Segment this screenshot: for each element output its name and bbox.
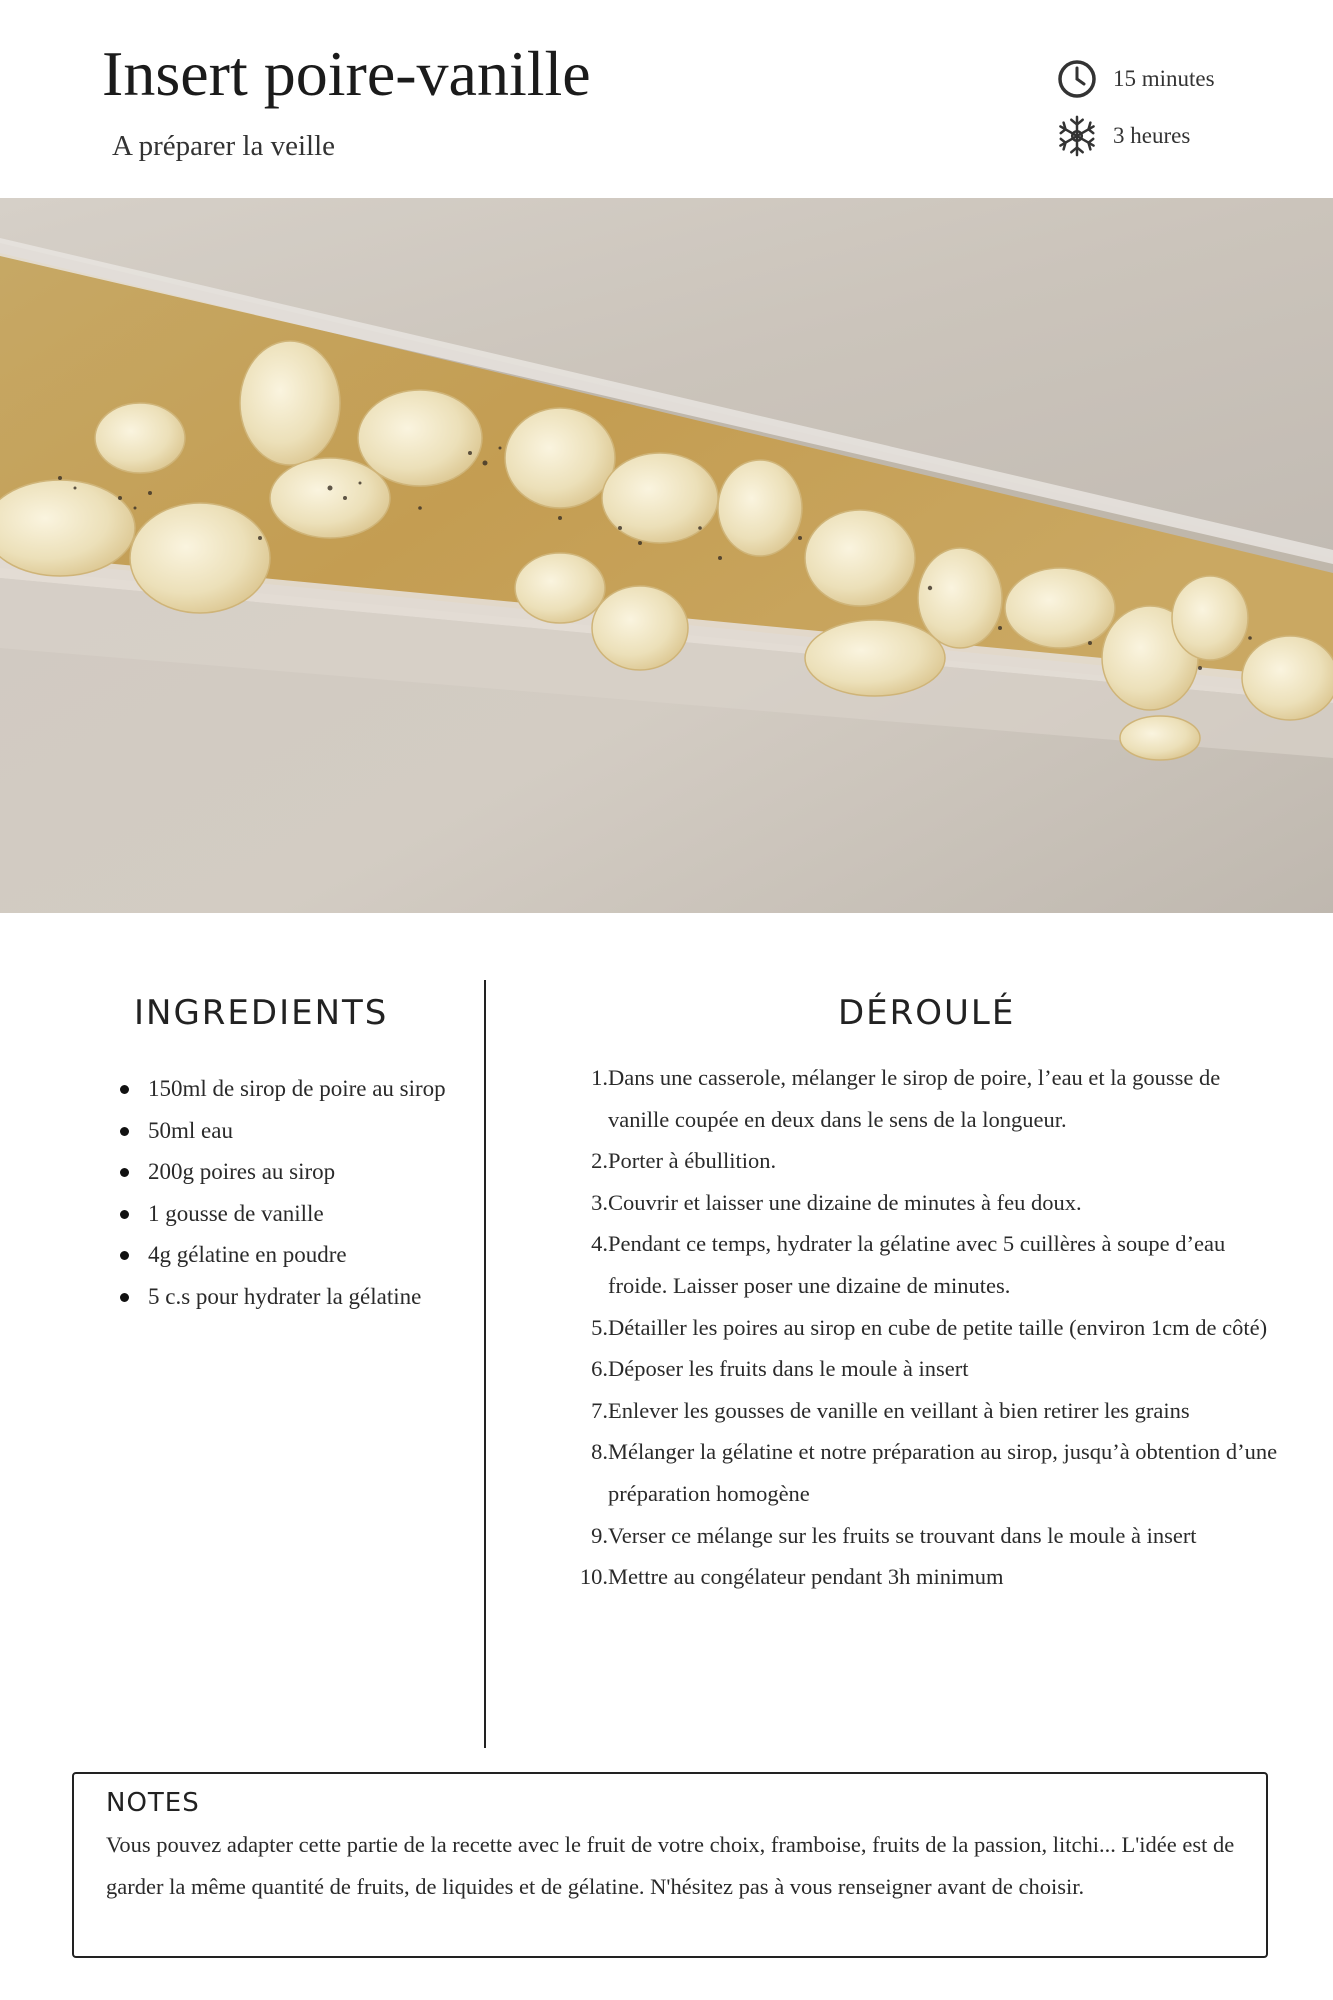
ingredient-item: 150ml de sirop de poire au sirop [112,1068,492,1110]
step-item: 2. Porter à ébullition. [591,1148,777,1174]
step-item: 7. Enlever les gousses de vanille en veillant à bien retirer les grains [591,1397,1190,1423]
bullet-icon [120,1168,129,1177]
step-item: 9. Verser ce mélange sur les fruits se trouvant dans le moule à insert [591,1522,1197,1548]
recipe-photo [0,198,1333,913]
recipe-title: Insert poire-vanille [102,38,591,109]
ingredient-item: 1 gousse de vanille [112,1193,492,1235]
ingredient-item: 5 c.s pour hydrater la gélatine [112,1276,492,1318]
bullet-icon [120,1127,129,1136]
prep-time-label: 15 minutes [1113,66,1215,91]
step-item: 3. Couvrir et laisser une dizaine de minutes à feu doux. [591,1189,1082,1215]
freeze-time-label: 3 heures [1113,123,1191,148]
freeze-time [1055,112,1295,160]
snowflake-icon [1055,114,1099,158]
clock-icon [1055,57,1099,101]
notes-text: Vous pouvez adapter cette partie de la recette avec le fruit de votre choix, framboise, fruits de la passion, litchi... L'idée est de garder la même quantité de fruits, de liquides et de gélatine. N'hésitez pas à vous renseigner avant de choisir. [106,1832,1235,1899]
recipe-meta [1055,55,1295,169]
notes-title: NOTES [106,1788,200,1818]
step-item: 8. Mélanger la gélatine et notre préparation au sirop, jusqu’à obtention d’une préparation homogène [591,1439,1278,1506]
notes-box [72,1772,1268,1958]
bullet-icon [120,1210,129,1219]
step-item: 5. Détailler les poires au sirop en cube de petite taille (environ 1cm de côté) [591,1314,1268,1340]
step-item: 10. Mettre au congélateur pendant 3h minimum [579,1564,1004,1590]
ingredient-item: 50ml eau [112,1110,492,1152]
ingredient-item: 4g gélatine en poudre [112,1234,492,1276]
prep-time [1055,55,1295,103]
bullet-icon [120,1293,129,1302]
ingredient-item: 200g poires au sirop [112,1151,492,1193]
ingredients-title: INGREDIENTS [134,993,389,1033]
ingredient-list [112,1068,492,1318]
recipe-subtitle: A préparer la veille [112,130,336,162]
bullet-icon [120,1085,129,1094]
step-item: 6. Déposer les fruits dans le moule à insert [591,1356,969,1382]
step-item: 1. Dans une casserole, mélanger le sirop de poire, l’eau et la gousse de vanille coupée en deux dans le sens de la longueur. [591,1065,1221,1132]
step-item: 4. Pendant ce temps, hydrater la gélatine avec 5 cuillères à soupe d’eau froide. Laisser poser une dizaine de minutes. [591,1231,1226,1298]
step-list [560,1057,1280,1598]
steps-title: DÉROULÉ [838,993,1016,1033]
bullet-icon [120,1251,129,1260]
